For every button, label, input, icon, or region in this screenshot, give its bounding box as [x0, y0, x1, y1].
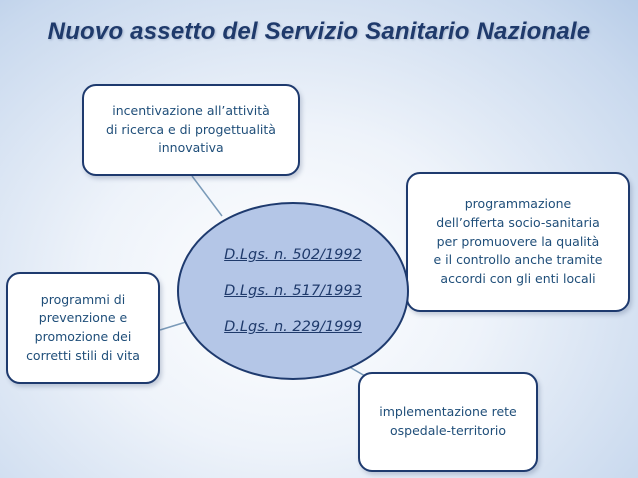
page-title: Nuovo assetto del Servizio Sanitario Nazionale	[47, 18, 591, 45]
box-line: ospedale-territorio	[389, 423, 506, 438]
law-502-1992: D.Lgs. n. 502/1992	[224, 247, 362, 263]
box-programmazione	[406, 172, 630, 312]
law-229-1999: D.Lgs. n. 229/1999	[224, 319, 362, 335]
box-line: innovativa	[158, 140, 224, 156]
box-line: corretti stili di vita	[26, 347, 140, 363]
box-line: di ricerca e di progettualità	[106, 121, 276, 137]
box-line: incentivazione all’attività	[112, 102, 270, 118]
box-line: promozione dei	[34, 329, 132, 344]
box-line: accordi con gli enti locali	[440, 271, 596, 287]
central-laws-ellipse	[177, 202, 409, 380]
box-rete-ospedale-territorio	[358, 372, 538, 472]
box-line: implementazione rete	[379, 404, 517, 420]
law-517-1993: D.Lgs. n. 517/1993	[224, 283, 362, 299]
connector-left	[160, 322, 186, 330]
box-prevenzione	[6, 272, 160, 384]
box-line: dell’offerta socio-sanitaria	[436, 214, 600, 230]
box-ricerca-innovativa	[82, 84, 300, 176]
box-line: per promuovere la qualità	[436, 233, 600, 249]
box-line: programmi di	[40, 291, 126, 307]
box-line: prevenzione e	[38, 310, 128, 326]
connector-top	[192, 176, 222, 216]
box-line: programmazione	[464, 196, 572, 212]
box-line: e il controllo anche tramite	[433, 252, 603, 268]
